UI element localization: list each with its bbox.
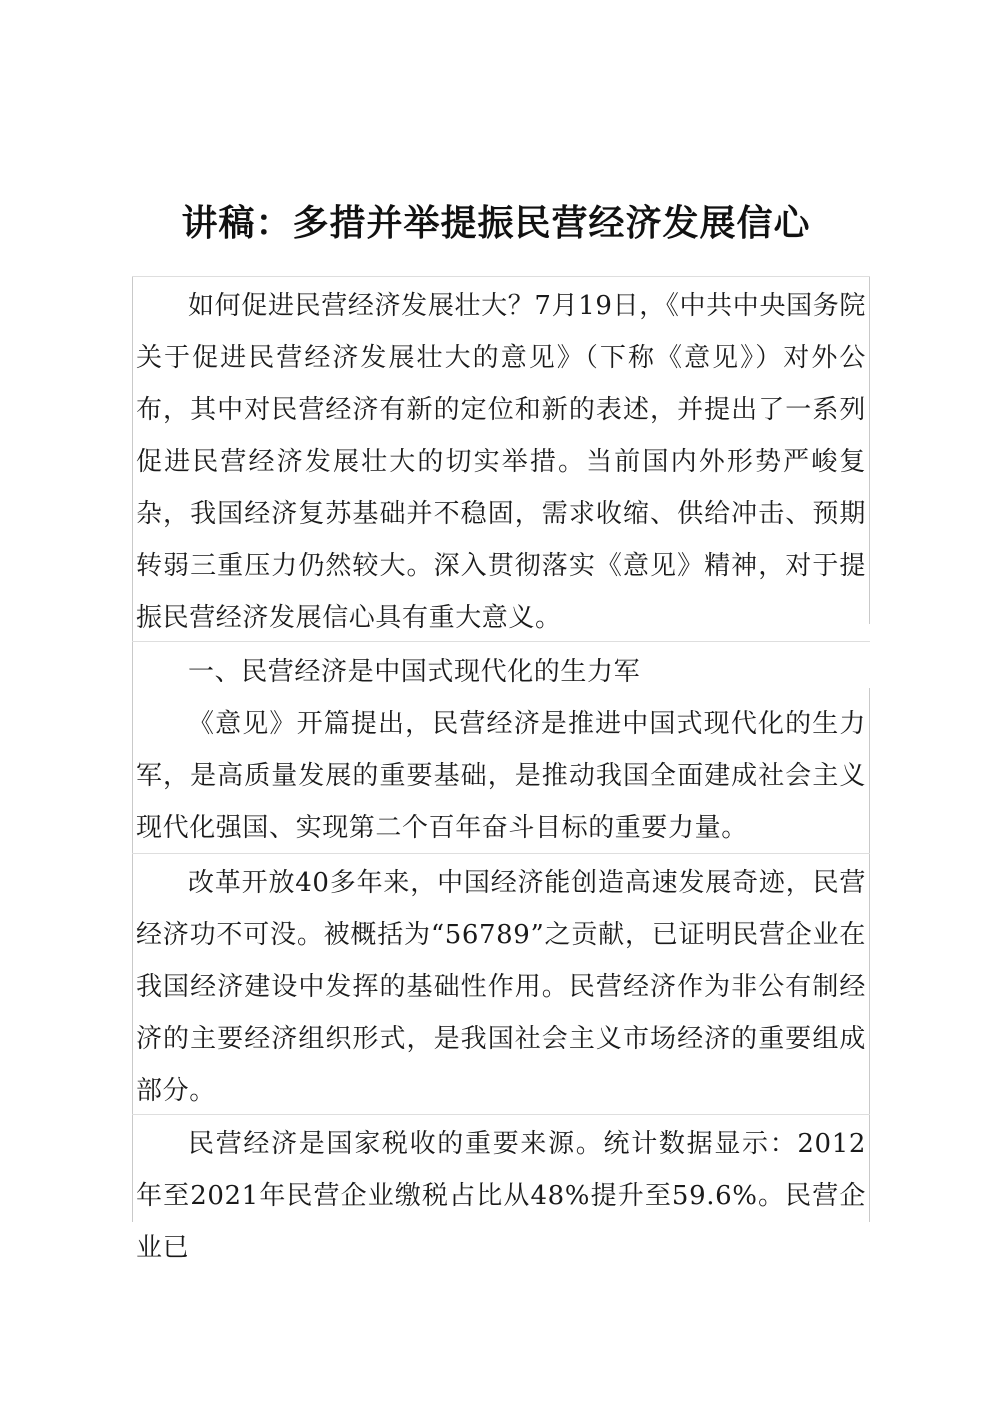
section-heading: 一、民营经济是中国式现代化的生力军 xyxy=(188,657,641,687)
left-margin-rule xyxy=(132,276,133,1222)
right-margin-rule xyxy=(869,276,870,624)
paragraph-opinion: 《意见》开篇提出，民营经济是推进中国式现代化的生力军，是高质量发展的重要基础，是推动我国全面建成社会主义现代化强国、实现第二个百年奋斗目标的重要力量。 xyxy=(136,709,866,843)
top-margin-rule xyxy=(132,276,870,277)
right-margin-rule xyxy=(869,688,870,1222)
document-body xyxy=(132,276,870,1263)
paragraph-intro: 如何促进民营经济发展壮大？7月19日，《中共中央国务院关于促进民营经济发展壮大的意见》（下称《意见》）对外公布，其中对民营经济有新的定位和新的表述，并提出了一系列促进民营经济发展壮大的切实举措。当前国内外形势严峻复杂，我国经济复苏基础并不稳固，需求收缩、供给冲击、预期转弱三重压力仍然较大。深入贯彻落实《意见》精神，对于提振民营经济发展信心具有重大意义。 xyxy=(136,291,866,633)
paragraph-reform: 改革开放40多年来，中国经济能创造高速发展奇迹，民营经济功不可没。被概括为“56789”之贡献，已证明民营企业在我国经济建设中发挥的基础性作用。民营经济作为非公有制经济的主要经济组织形式，是我国社会主义市场经济的重要组成部分。 xyxy=(136,868,866,1106)
document-title: 讲稿：多措并举提振民营经济发展信心 xyxy=(181,203,811,244)
paragraph-tax: 民营经济是国家税收的重要来源。统计数据显示：2012年至2021年民营企业缴税占比从48%提升至59.6%。民营企业已 xyxy=(136,1129,866,1263)
